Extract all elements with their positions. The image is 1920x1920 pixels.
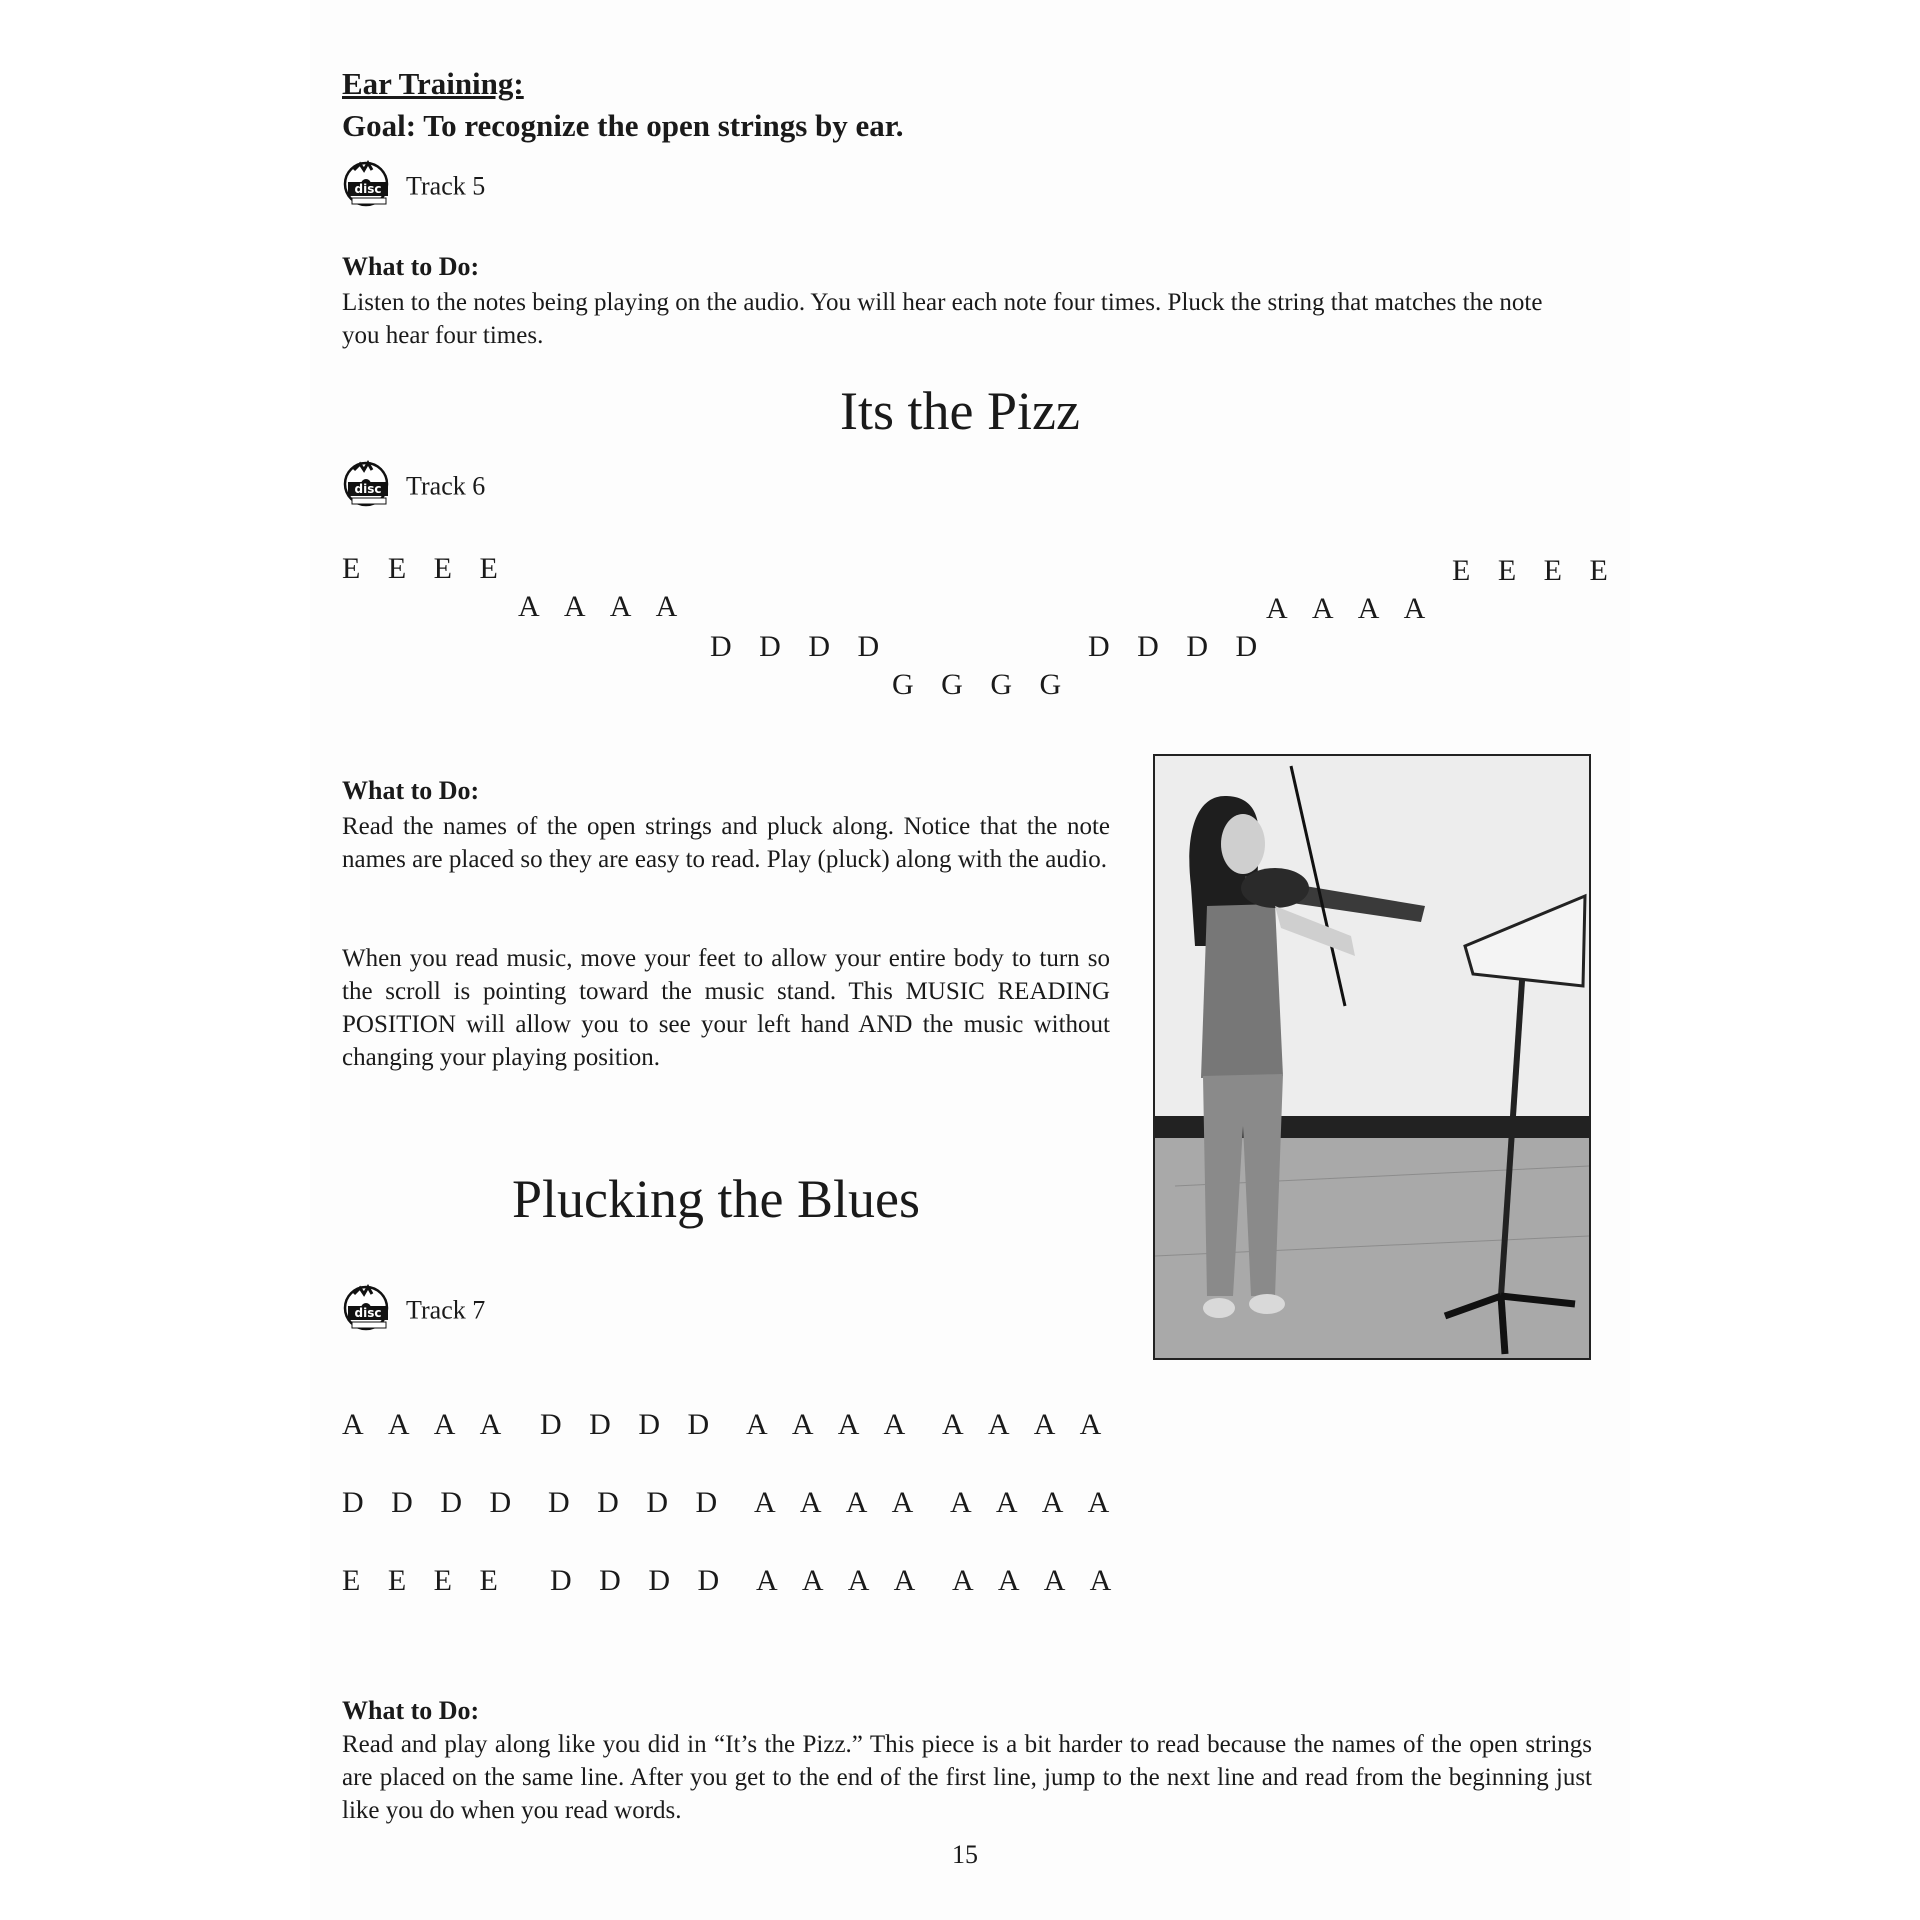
goal-text: Goal: To recognize the open strings by ear. (342, 108, 904, 143)
note-group: D D D D (548, 1486, 728, 1519)
track-label: Track 6 (406, 471, 486, 501)
pizz-notes-a2: A A A A (1266, 592, 1436, 625)
pizz-notes-e2: E E E E (1452, 554, 1618, 587)
pizz-notes-d1: D D D D (710, 630, 890, 663)
pizz-instructions: Read the names of the open strings and pluck along. Notice that the note names are placed so they are easy to read. Play (pluck) along with the audio. (342, 813, 1110, 873)
what-to-do-label: What to Do: (342, 252, 480, 281)
what-to-do-label: What to Do: (342, 1696, 480, 1725)
disc-icon (340, 460, 396, 517)
ear-training-instructions: Listen to the notes being playing on the audio. You will hear each note four times. Pluck the string that matches the note you hear four times. (342, 289, 1543, 349)
note-group: A A A A (746, 1408, 916, 1441)
svg-text:disc: disc (354, 182, 382, 196)
plucking-the-blues-title: Plucking the Blues (512, 1169, 920, 1229)
track-label: Track 5 (406, 171, 486, 201)
note-group: A A A A (952, 1564, 1122, 1597)
pizz-notes-d2: D D D D (1088, 630, 1268, 663)
note-group: E E E E (342, 1564, 508, 1597)
blues-row-1 (342, 1408, 1142, 1448)
track-7[interactable] (340, 1284, 485, 1341)
blues-row-3 (342, 1564, 1142, 1604)
note-group: A A A A (754, 1486, 924, 1519)
its-the-pizz-title: Its the Pizz (840, 381, 1080, 441)
note-group: D D D D (550, 1564, 730, 1597)
svg-text:disc: disc (354, 1306, 382, 1320)
note-group: A A A A (950, 1486, 1120, 1519)
svg-text:disc: disc (354, 482, 382, 496)
what-to-do-label: What to Do: (342, 776, 480, 805)
disc-icon (340, 1284, 396, 1341)
note-group: D D D D (540, 1408, 720, 1441)
reading-position-text: When you read music, move your feet to allow your entire body to turn so the scroll is pointing toward the music stand. This MUSIC READING POSITION will allow you to see your left hand AND the music without changing your playing position. (342, 945, 1110, 1071)
track-6[interactable] (340, 460, 485, 517)
pizz-notes-a1: A A A A (518, 590, 688, 623)
note-group: D D D D (342, 1486, 522, 1519)
note-group: A A A A (942, 1408, 1112, 1441)
blues-instructions: Read and play along like you did in “It’s the Pizz.” This piece is a bit harder to read because the names of the open strings are placed on the same line. After you get to the end of the first line, jump to the next line and read from the beginning just like you do when you read words. (342, 1731, 1592, 1824)
track-label: Track 7 (406, 1295, 486, 1325)
pizz-notes-e1: E E E E (342, 552, 508, 585)
violinist-photo (1153, 754, 1591, 1360)
blues-row-2 (342, 1486, 1142, 1526)
track-5[interactable] (340, 160, 485, 217)
page-number: 15 (952, 1840, 978, 1869)
pizz-notes-g: G G G G (892, 668, 1072, 701)
disc-icon (340, 160, 396, 217)
note-group: A A A A (756, 1564, 926, 1597)
note-group: A A A A (342, 1408, 512, 1441)
ear-training-heading: Ear Training: (342, 66, 524, 101)
